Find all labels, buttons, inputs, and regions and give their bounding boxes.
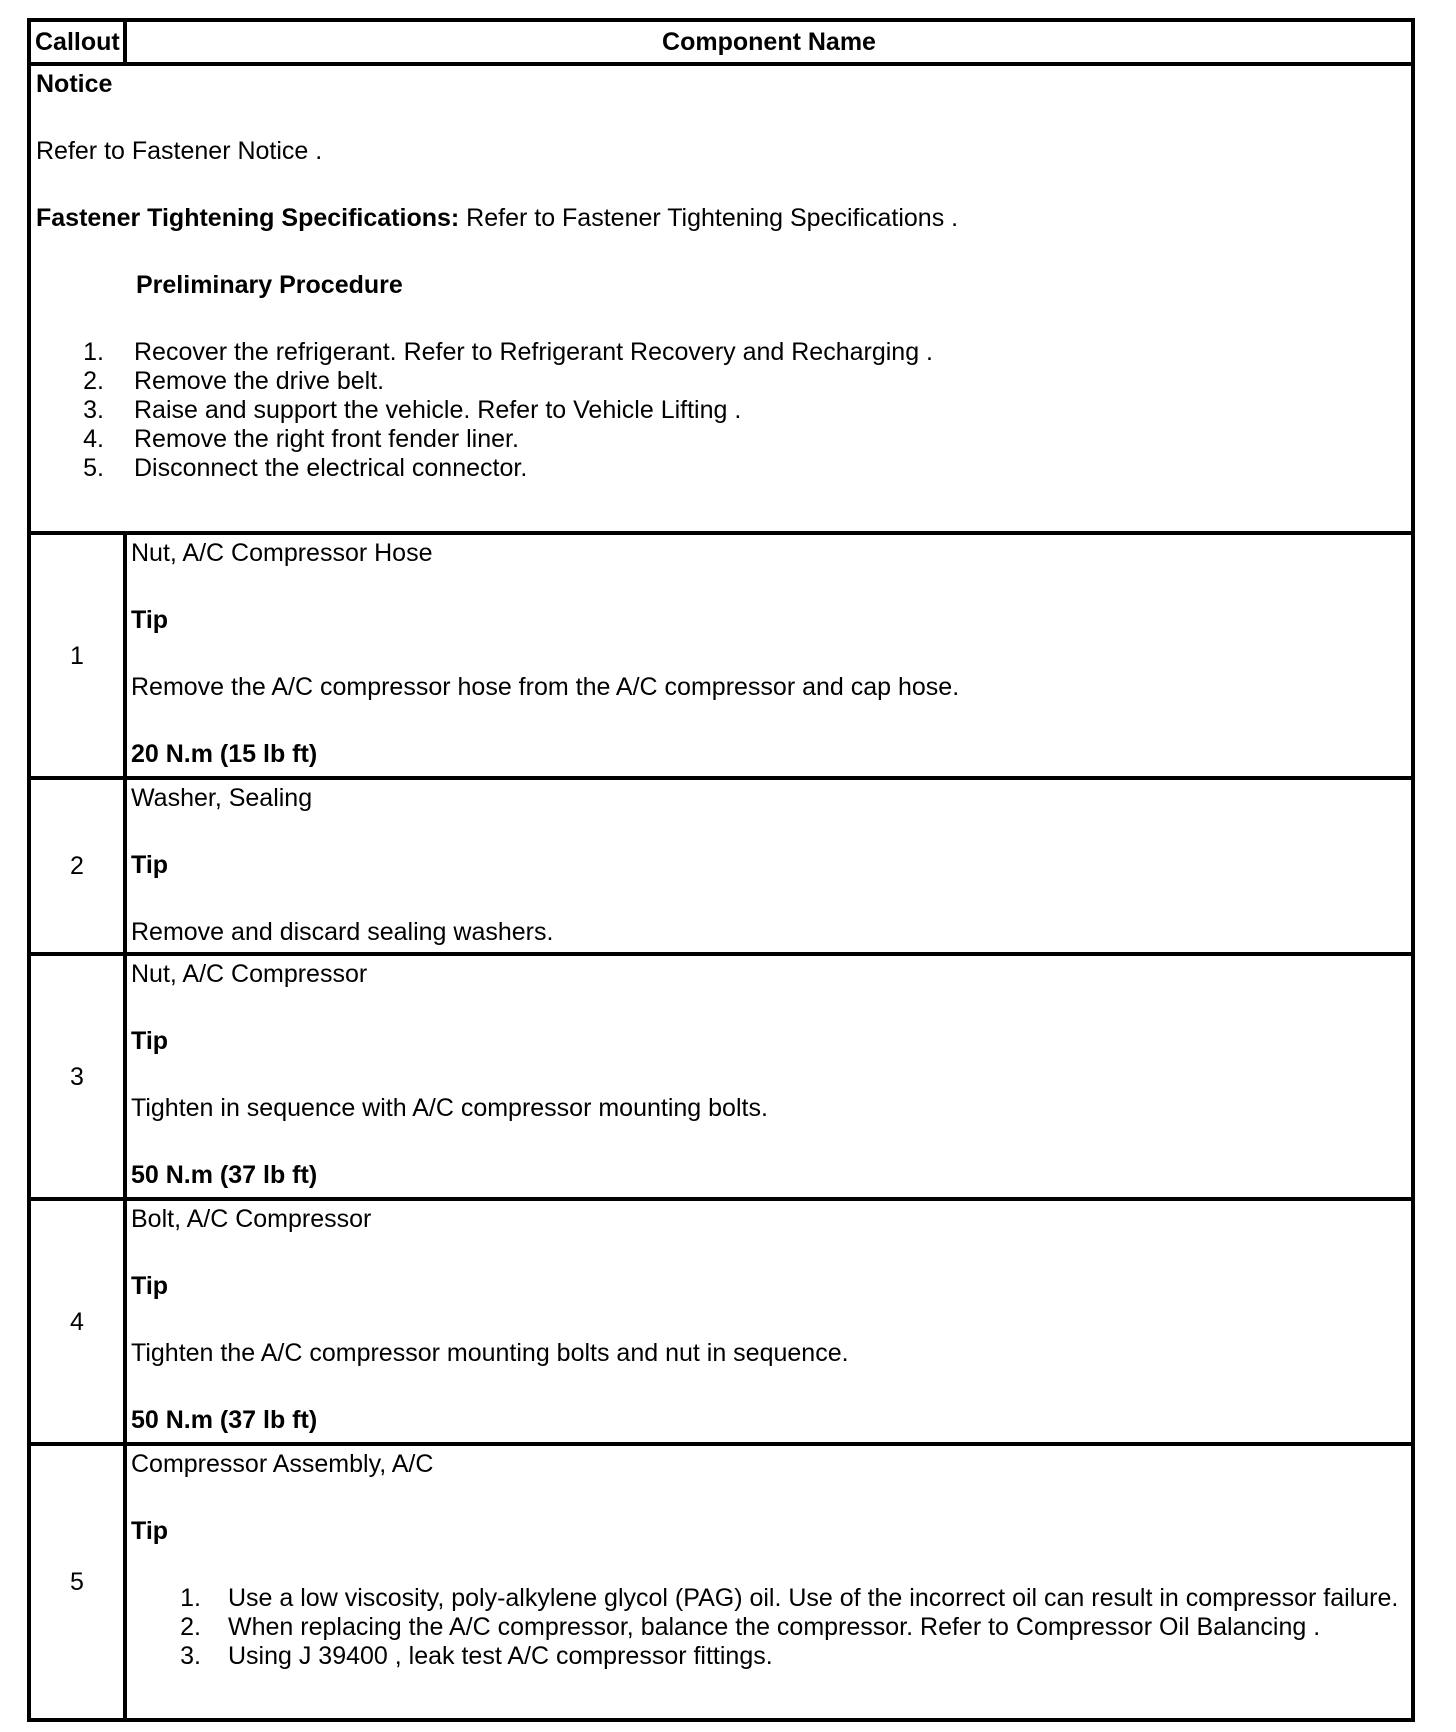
list-item — [36, 454, 1406, 483]
step-text: Disconnect the electrical connector. — [134, 454, 528, 482]
table-header — [31, 22, 1411, 62]
fastener-text: Refer to Fastener Tightening Specifications . — [459, 204, 959, 232]
fastener-label: Fastener Tightening Specifications: — [36, 204, 460, 232]
tip-number: 1. — [180, 1584, 201, 1612]
callout-number: 2 — [31, 780, 127, 952]
tip-text: Tighten in sequence with A/C compressor mounting bolts. — [131, 1094, 768, 1122]
step-number: 4. — [83, 425, 104, 453]
step-text: Remove the right front fender liner. — [134, 425, 519, 453]
step-number: 3. — [83, 396, 104, 424]
table-row — [31, 776, 1411, 952]
component-name-header: Component Name — [662, 27, 876, 56]
callout-number: 3 — [31, 956, 127, 1197]
tip-number: 2. — [180, 1613, 201, 1641]
preliminary-steps — [36, 338, 1406, 483]
list-item — [131, 1613, 1407, 1642]
component-cell — [127, 535, 1411, 776]
list-item — [36, 338, 1406, 367]
callout-header: Callout — [31, 22, 127, 62]
component-name: Compressor Assembly, A/C — [131, 1450, 434, 1478]
notice-row — [31, 62, 1411, 531]
table-row — [31, 952, 1411, 1197]
list-item — [36, 367, 1406, 396]
tip-text: Remove the A/C compressor hose from the A/C compressor and cap hose. — [131, 673, 960, 701]
component-cell — [127, 956, 1411, 1197]
tip-list — [131, 1584, 1407, 1671]
tip-label: Tip — [131, 1272, 169, 1300]
table-row — [31, 1197, 1411, 1442]
table-row — [31, 1442, 1411, 1718]
tip-text: Remove and discard sealing washers. — [131, 918, 554, 946]
list-item — [131, 1584, 1407, 1613]
tip-label: Tip — [131, 1027, 169, 1055]
tip-text: Use a low viscosity, poly-alkylene glycol (PAG) oil. Use of the incorrect oil can result in compressor failure. — [228, 1584, 1399, 1612]
tip-text: When replacing the A/C compressor, balance the compressor. Refer to Compressor Oil Balancing . — [228, 1613, 1321, 1641]
torque-spec: 20 N.m (15 lb ft) — [131, 740, 318, 768]
fastener-spec — [36, 204, 1406, 233]
torque-spec: 50 N.m (37 lb ft) — [131, 1161, 318, 1189]
list-item — [36, 396, 1406, 425]
step-text: Remove the drive belt. — [134, 367, 385, 395]
step-number: 2. — [83, 367, 104, 395]
callout-number: 5 — [31, 1446, 127, 1718]
preliminary-title: Preliminary Procedure — [136, 271, 403, 299]
table-row — [31, 531, 1411, 776]
tip-number: 3. — [180, 1642, 201, 1670]
component-name: Bolt, A/C Compressor — [131, 1205, 372, 1233]
tip-label: Tip — [131, 851, 169, 879]
notice-refer: Refer to Fastener Notice . — [36, 137, 323, 165]
tip-label: Tip — [131, 1517, 169, 1545]
component-name: Nut, A/C Compressor — [131, 960, 368, 988]
list-item — [36, 425, 1406, 454]
callout-number: 1 — [31, 535, 127, 776]
component-cell — [127, 780, 1411, 952]
component-name: Washer, Sealing — [131, 784, 313, 812]
step-text: Raise and support the vehicle. Refer to Vehicle Lifting . — [134, 396, 742, 424]
tip-label: Tip — [131, 606, 169, 634]
notice-title: Notice — [36, 70, 113, 98]
component-name: Nut, A/C Compressor Hose — [131, 539, 433, 567]
tip-text: Tighten the A/C compressor mounting bolts and nut in sequence. — [131, 1339, 849, 1367]
component-cell — [127, 1201, 1411, 1442]
notice-section — [31, 66, 1411, 531]
component-table — [27, 18, 1415, 1722]
list-item — [131, 1642, 1407, 1671]
component-cell — [127, 1446, 1411, 1718]
torque-spec: 50 N.m (37 lb ft) — [131, 1406, 318, 1434]
callout-number: 4 — [31, 1201, 127, 1442]
step-text: Recover the refrigerant. Refer to Refrigerant Recovery and Recharging . — [134, 338, 933, 366]
step-number: 5. — [83, 454, 104, 482]
tip-text: Using J 39400 , leak test A/C compressor fittings. — [228, 1642, 773, 1670]
step-number: 1. — [83, 338, 104, 366]
